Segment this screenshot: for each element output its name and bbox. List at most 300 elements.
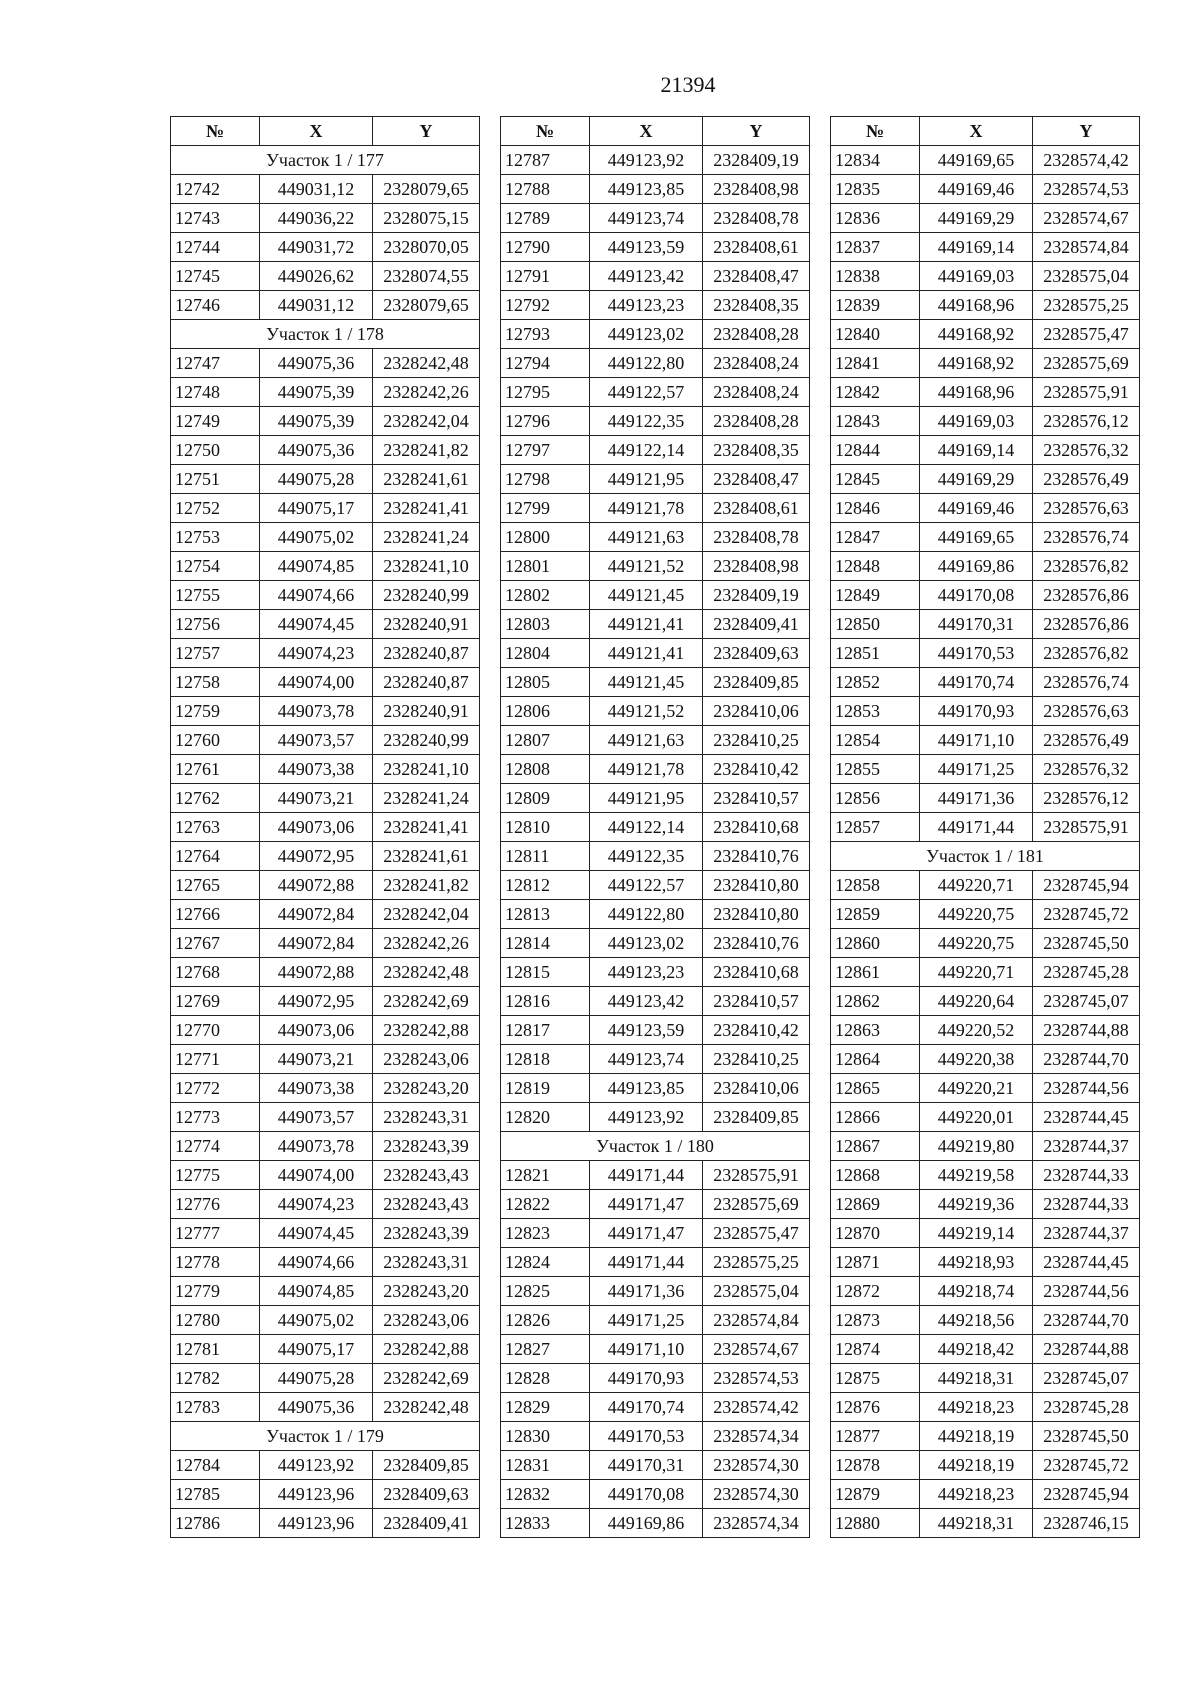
y-coordinate: 2328576,82 xyxy=(1033,639,1140,668)
point-number: 12880 xyxy=(831,1509,920,1538)
section-title: Участок 1 / 179 xyxy=(171,1422,480,1451)
x-coordinate: 449031,72 xyxy=(260,233,373,262)
y-coordinate: 2328240,87 xyxy=(373,668,480,697)
x-coordinate: 449168,96 xyxy=(920,378,1033,407)
x-coordinate: 449036,22 xyxy=(260,204,373,233)
table-row xyxy=(171,494,480,523)
point-number: 12791 xyxy=(501,262,590,291)
x-coordinate: 449171,10 xyxy=(920,726,1033,755)
table-row xyxy=(171,813,480,842)
point-number: 12793 xyxy=(501,320,590,349)
x-coordinate: 449218,19 xyxy=(920,1422,1033,1451)
point-number: 12756 xyxy=(171,610,260,639)
y-coordinate: 2328410,57 xyxy=(703,987,810,1016)
table-row xyxy=(171,1509,480,1538)
table-row xyxy=(171,1451,480,1480)
x-coordinate: 449123,23 xyxy=(590,958,703,987)
x-coordinate: 449073,57 xyxy=(260,1103,373,1132)
x-coordinate: 449122,35 xyxy=(590,407,703,436)
y-coordinate: 2328409,19 xyxy=(703,581,810,610)
section-row xyxy=(501,1132,810,1161)
x-coordinate: 449123,96 xyxy=(260,1480,373,1509)
x-coordinate: 449171,25 xyxy=(920,755,1033,784)
table-row xyxy=(831,494,1140,523)
x-coordinate: 449169,03 xyxy=(920,407,1033,436)
y-coordinate: 2328410,68 xyxy=(703,958,810,987)
point-number: 12844 xyxy=(831,436,920,465)
table-row xyxy=(501,1103,810,1132)
point-number: 12809 xyxy=(501,784,590,813)
y-coordinate: 2328576,32 xyxy=(1033,436,1140,465)
point-number: 12788 xyxy=(501,175,590,204)
point-number: 12754 xyxy=(171,552,260,581)
table-row xyxy=(831,262,1140,291)
table-row xyxy=(171,1045,480,1074)
point-number: 12767 xyxy=(171,929,260,958)
point-number: 12747 xyxy=(171,349,260,378)
y-coordinate: 2328575,47 xyxy=(1033,320,1140,349)
x-coordinate: 449072,95 xyxy=(260,842,373,871)
table-row xyxy=(171,1132,480,1161)
point-number: 12813 xyxy=(501,900,590,929)
y-coordinate: 2328408,24 xyxy=(703,378,810,407)
y-coordinate: 2328576,63 xyxy=(1033,697,1140,726)
y-coordinate: 2328070,05 xyxy=(373,233,480,262)
x-coordinate: 449073,38 xyxy=(260,1074,373,1103)
x-coordinate: 449219,14 xyxy=(920,1219,1033,1248)
x-coordinate: 449073,21 xyxy=(260,1045,373,1074)
x-coordinate: 449123,74 xyxy=(590,204,703,233)
x-coordinate: 449170,31 xyxy=(920,610,1033,639)
x-coordinate: 449218,74 xyxy=(920,1277,1033,1306)
point-number: 12750 xyxy=(171,436,260,465)
y-coordinate: 2328745,07 xyxy=(1033,1364,1140,1393)
table-row xyxy=(501,581,810,610)
x-coordinate: 449075,39 xyxy=(260,407,373,436)
point-number: 12762 xyxy=(171,784,260,813)
section-row xyxy=(171,1422,480,1451)
table-row xyxy=(831,552,1140,581)
point-number: 12790 xyxy=(501,233,590,262)
x-coordinate: 449072,84 xyxy=(260,900,373,929)
point-number: 12816 xyxy=(501,987,590,1016)
y-coordinate: 2328744,45 xyxy=(1033,1248,1140,1277)
y-coordinate: 2328079,65 xyxy=(373,291,480,320)
y-coordinate: 2328576,74 xyxy=(1033,668,1140,697)
table-row xyxy=(171,1393,480,1422)
y-coordinate: 2328408,98 xyxy=(703,552,810,581)
x-coordinate: 449121,45 xyxy=(590,581,703,610)
y-coordinate: 2328574,53 xyxy=(703,1364,810,1393)
point-number: 12863 xyxy=(831,1016,920,1045)
y-coordinate: 2328409,63 xyxy=(373,1480,480,1509)
y-coordinate: 2328575,47 xyxy=(703,1219,810,1248)
point-number: 12869 xyxy=(831,1190,920,1219)
y-coordinate: 2328574,84 xyxy=(703,1306,810,1335)
y-coordinate: 2328744,88 xyxy=(1033,1335,1140,1364)
y-coordinate: 2328576,49 xyxy=(1033,465,1140,494)
header-num: № xyxy=(831,117,920,146)
y-coordinate: 2328576,32 xyxy=(1033,755,1140,784)
table-row xyxy=(171,552,480,581)
x-coordinate: 449073,57 xyxy=(260,726,373,755)
table-row xyxy=(171,233,480,262)
y-coordinate: 2328575,91 xyxy=(703,1161,810,1190)
point-number: 12848 xyxy=(831,552,920,581)
point-number: 12755 xyxy=(171,581,260,610)
x-coordinate: 449072,95 xyxy=(260,987,373,1016)
x-coordinate: 449031,12 xyxy=(260,291,373,320)
y-coordinate: 2328744,33 xyxy=(1033,1190,1140,1219)
point-number: 12839 xyxy=(831,291,920,320)
point-number: 12824 xyxy=(501,1248,590,1277)
x-coordinate: 449123,85 xyxy=(590,175,703,204)
point-number: 12783 xyxy=(171,1393,260,1422)
point-number: 12810 xyxy=(501,813,590,842)
y-coordinate: 2328575,04 xyxy=(1033,262,1140,291)
table-row xyxy=(501,1451,810,1480)
point-number: 12826 xyxy=(501,1306,590,1335)
point-number: 12795 xyxy=(501,378,590,407)
table-row xyxy=(501,668,810,697)
x-coordinate: 449218,23 xyxy=(920,1480,1033,1509)
table-row xyxy=(501,320,810,349)
y-coordinate: 2328575,04 xyxy=(703,1277,810,1306)
y-coordinate: 2328242,88 xyxy=(373,1016,480,1045)
y-coordinate: 2328408,47 xyxy=(703,262,810,291)
table-row xyxy=(831,1190,1140,1219)
y-coordinate: 2328243,31 xyxy=(373,1248,480,1277)
x-coordinate: 449123,59 xyxy=(590,233,703,262)
table-row xyxy=(831,523,1140,552)
y-coordinate: 2328241,41 xyxy=(373,813,480,842)
y-coordinate: 2328575,69 xyxy=(1033,349,1140,378)
table-row xyxy=(831,581,1140,610)
point-number: 12742 xyxy=(171,175,260,204)
table-row xyxy=(171,175,480,204)
x-coordinate: 449123,02 xyxy=(590,320,703,349)
point-number: 12821 xyxy=(501,1161,590,1190)
y-coordinate: 2328745,50 xyxy=(1033,929,1140,958)
point-number: 12777 xyxy=(171,1219,260,1248)
table-row xyxy=(501,697,810,726)
point-number: 12835 xyxy=(831,175,920,204)
x-coordinate: 449073,06 xyxy=(260,1016,373,1045)
point-number: 12829 xyxy=(501,1393,590,1422)
x-coordinate: 449121,41 xyxy=(590,610,703,639)
table-row xyxy=(501,1364,810,1393)
y-coordinate: 2328745,94 xyxy=(1033,1480,1140,1509)
y-coordinate: 2328745,28 xyxy=(1033,1393,1140,1422)
point-number: 12749 xyxy=(171,407,260,436)
point-number: 12857 xyxy=(831,813,920,842)
point-number: 12879 xyxy=(831,1480,920,1509)
x-coordinate: 449220,38 xyxy=(920,1045,1033,1074)
table-row xyxy=(831,1132,1140,1161)
point-number: 12854 xyxy=(831,726,920,755)
y-coordinate: 2328574,34 xyxy=(703,1422,810,1451)
y-coordinate: 2328242,26 xyxy=(373,929,480,958)
table-row xyxy=(171,204,480,233)
y-coordinate: 2328243,43 xyxy=(373,1161,480,1190)
y-coordinate: 2328075,15 xyxy=(373,204,480,233)
table-row xyxy=(501,552,810,581)
x-coordinate: 449122,35 xyxy=(590,842,703,871)
table-row xyxy=(831,1219,1140,1248)
point-number: 12871 xyxy=(831,1248,920,1277)
x-coordinate: 449123,85 xyxy=(590,1074,703,1103)
table-row xyxy=(831,755,1140,784)
y-coordinate: 2328242,88 xyxy=(373,1335,480,1364)
x-coordinate: 449169,86 xyxy=(920,552,1033,581)
point-number: 12825 xyxy=(501,1277,590,1306)
section-row xyxy=(831,842,1140,871)
y-coordinate: 2328575,91 xyxy=(1033,813,1140,842)
table-row xyxy=(831,436,1140,465)
y-coordinate: 2328242,04 xyxy=(373,900,480,929)
header-num: № xyxy=(171,117,260,146)
x-coordinate: 449169,65 xyxy=(920,146,1033,175)
table-row xyxy=(501,1190,810,1219)
point-number: 12864 xyxy=(831,1045,920,1074)
point-number: 12849 xyxy=(831,581,920,610)
point-number: 12878 xyxy=(831,1451,920,1480)
table-row xyxy=(501,726,810,755)
y-coordinate: 2328744,45 xyxy=(1033,1103,1140,1132)
point-number: 12778 xyxy=(171,1248,260,1277)
x-coordinate: 449218,56 xyxy=(920,1306,1033,1335)
x-coordinate: 449171,44 xyxy=(590,1248,703,1277)
x-coordinate: 449170,53 xyxy=(920,639,1033,668)
x-coordinate: 449075,28 xyxy=(260,465,373,494)
point-number: 12823 xyxy=(501,1219,590,1248)
y-coordinate: 2328408,24 xyxy=(703,349,810,378)
section-row xyxy=(171,320,480,349)
x-coordinate: 449123,92 xyxy=(590,1103,703,1132)
y-coordinate: 2328409,85 xyxy=(703,1103,810,1132)
header-y: Y xyxy=(703,117,810,146)
x-coordinate: 449218,23 xyxy=(920,1393,1033,1422)
table-row xyxy=(831,349,1140,378)
point-number: 12743 xyxy=(171,204,260,233)
y-coordinate: 2328243,20 xyxy=(373,1074,480,1103)
header-y: Y xyxy=(373,117,480,146)
point-number: 12866 xyxy=(831,1103,920,1132)
x-coordinate: 449123,92 xyxy=(590,146,703,175)
table-row xyxy=(501,378,810,407)
x-coordinate: 449169,46 xyxy=(920,175,1033,204)
x-coordinate: 449122,14 xyxy=(590,813,703,842)
y-coordinate: 2328079,65 xyxy=(373,175,480,204)
point-number: 12796 xyxy=(501,407,590,436)
x-coordinate: 449075,36 xyxy=(260,1393,373,1422)
page-number: 21394 xyxy=(660,72,716,97)
point-number: 12833 xyxy=(501,1509,590,1538)
point-number: 12765 xyxy=(171,871,260,900)
y-coordinate: 2328574,42 xyxy=(703,1393,810,1422)
header-x: X xyxy=(590,117,703,146)
y-coordinate: 2328410,76 xyxy=(703,929,810,958)
table-row xyxy=(501,233,810,262)
point-number: 12843 xyxy=(831,407,920,436)
x-coordinate: 449169,65 xyxy=(920,523,1033,552)
y-coordinate: 2328243,20 xyxy=(373,1277,480,1306)
table-row xyxy=(831,958,1140,987)
point-number: 12784 xyxy=(171,1451,260,1480)
point-number: 12744 xyxy=(171,233,260,262)
table-header-row xyxy=(831,117,1140,146)
table-row xyxy=(501,1074,810,1103)
point-number: 12806 xyxy=(501,697,590,726)
table-row xyxy=(171,1364,480,1393)
point-number: 12801 xyxy=(501,552,590,581)
section-row xyxy=(171,146,480,175)
x-coordinate: 449121,78 xyxy=(590,755,703,784)
y-coordinate: 2328242,48 xyxy=(373,349,480,378)
table-row xyxy=(501,987,810,1016)
x-coordinate: 449169,14 xyxy=(920,233,1033,262)
y-coordinate: 2328408,28 xyxy=(703,407,810,436)
x-coordinate: 449074,66 xyxy=(260,1248,373,1277)
x-coordinate: 449170,08 xyxy=(920,581,1033,610)
x-coordinate: 449121,41 xyxy=(590,639,703,668)
point-number: 12808 xyxy=(501,755,590,784)
table-row xyxy=(831,378,1140,407)
y-coordinate: 2328576,49 xyxy=(1033,726,1140,755)
x-coordinate: 449075,36 xyxy=(260,349,373,378)
table-row xyxy=(831,1480,1140,1509)
table-row xyxy=(501,639,810,668)
point-number: 12876 xyxy=(831,1393,920,1422)
table-row xyxy=(831,1364,1140,1393)
y-coordinate: 2328576,12 xyxy=(1033,784,1140,813)
y-coordinate: 2328241,82 xyxy=(373,871,480,900)
coordinate-tables xyxy=(170,116,1140,1538)
point-number: 12745 xyxy=(171,262,260,291)
table-row xyxy=(831,204,1140,233)
table-row xyxy=(501,175,810,204)
point-number: 12802 xyxy=(501,581,590,610)
y-coordinate: 2328409,85 xyxy=(703,668,810,697)
point-number: 12772 xyxy=(171,1074,260,1103)
table-row xyxy=(171,871,480,900)
y-coordinate: 2328410,25 xyxy=(703,1045,810,1074)
table-row xyxy=(171,1277,480,1306)
point-number: 12822 xyxy=(501,1190,590,1219)
point-number: 12779 xyxy=(171,1277,260,1306)
y-coordinate: 2328574,30 xyxy=(703,1480,810,1509)
point-number: 12774 xyxy=(171,1132,260,1161)
table-row xyxy=(501,1335,810,1364)
y-coordinate: 2328243,39 xyxy=(373,1219,480,1248)
table-row xyxy=(171,407,480,436)
table-row xyxy=(171,1016,480,1045)
x-coordinate: 449122,57 xyxy=(590,378,703,407)
table-row xyxy=(831,784,1140,813)
table-row xyxy=(171,581,480,610)
table-row xyxy=(501,291,810,320)
y-coordinate: 2328409,63 xyxy=(703,639,810,668)
x-coordinate: 449072,88 xyxy=(260,958,373,987)
x-coordinate: 449075,02 xyxy=(260,523,373,552)
y-coordinate: 2328242,26 xyxy=(373,378,480,407)
table-row xyxy=(501,1248,810,1277)
point-number: 12811 xyxy=(501,842,590,871)
x-coordinate: 449168,92 xyxy=(920,320,1033,349)
x-coordinate: 449220,64 xyxy=(920,987,1033,1016)
y-coordinate: 2328744,37 xyxy=(1033,1132,1140,1161)
table-row xyxy=(831,146,1140,175)
x-coordinate: 449074,00 xyxy=(260,1161,373,1190)
point-number: 12862 xyxy=(831,987,920,1016)
table-row xyxy=(831,233,1140,262)
point-number: 12775 xyxy=(171,1161,260,1190)
table-row xyxy=(831,1393,1140,1422)
table-row xyxy=(501,813,810,842)
x-coordinate: 449073,78 xyxy=(260,697,373,726)
y-coordinate: 2328576,86 xyxy=(1033,610,1140,639)
table-row xyxy=(501,871,810,900)
x-coordinate: 449073,38 xyxy=(260,755,373,784)
y-coordinate: 2328574,53 xyxy=(1033,175,1140,204)
table-row xyxy=(501,1219,810,1248)
y-coordinate: 2328408,78 xyxy=(703,523,810,552)
y-coordinate: 2328241,24 xyxy=(373,784,480,813)
y-coordinate: 2328744,70 xyxy=(1033,1306,1140,1335)
table-row xyxy=(501,494,810,523)
table-row xyxy=(831,1509,1140,1538)
x-coordinate: 449171,25 xyxy=(590,1306,703,1335)
point-number: 12751 xyxy=(171,465,260,494)
table-row xyxy=(501,958,810,987)
y-coordinate: 2328410,57 xyxy=(703,784,810,813)
table-row xyxy=(831,813,1140,842)
table-row xyxy=(171,726,480,755)
y-coordinate: 2328575,91 xyxy=(1033,378,1140,407)
table-row xyxy=(171,929,480,958)
table-row xyxy=(501,929,810,958)
point-number: 12817 xyxy=(501,1016,590,1045)
y-coordinate: 2328744,88 xyxy=(1033,1016,1140,1045)
table-row xyxy=(501,755,810,784)
x-coordinate: 449169,14 xyxy=(920,436,1033,465)
y-coordinate: 2328410,06 xyxy=(703,1074,810,1103)
table-row xyxy=(501,842,810,871)
point-number: 12787 xyxy=(501,146,590,175)
point-number: 12837 xyxy=(831,233,920,262)
point-number: 12852 xyxy=(831,668,920,697)
table-row xyxy=(501,1277,810,1306)
table-row xyxy=(171,378,480,407)
x-coordinate: 449121,78 xyxy=(590,494,703,523)
y-coordinate: 2328745,28 xyxy=(1033,958,1140,987)
point-number: 12831 xyxy=(501,1451,590,1480)
table-row xyxy=(501,1045,810,1074)
point-number: 12832 xyxy=(501,1480,590,1509)
point-number: 12867 xyxy=(831,1132,920,1161)
y-coordinate: 2328576,86 xyxy=(1033,581,1140,610)
point-number: 12859 xyxy=(831,900,920,929)
x-coordinate: 449169,03 xyxy=(920,262,1033,291)
table-row xyxy=(171,697,480,726)
point-number: 12812 xyxy=(501,871,590,900)
table-row xyxy=(831,987,1140,1016)
y-coordinate: 2328745,50 xyxy=(1033,1422,1140,1451)
table-row xyxy=(501,1161,810,1190)
table-row xyxy=(171,1480,480,1509)
table-row xyxy=(501,610,810,639)
table-row xyxy=(501,784,810,813)
